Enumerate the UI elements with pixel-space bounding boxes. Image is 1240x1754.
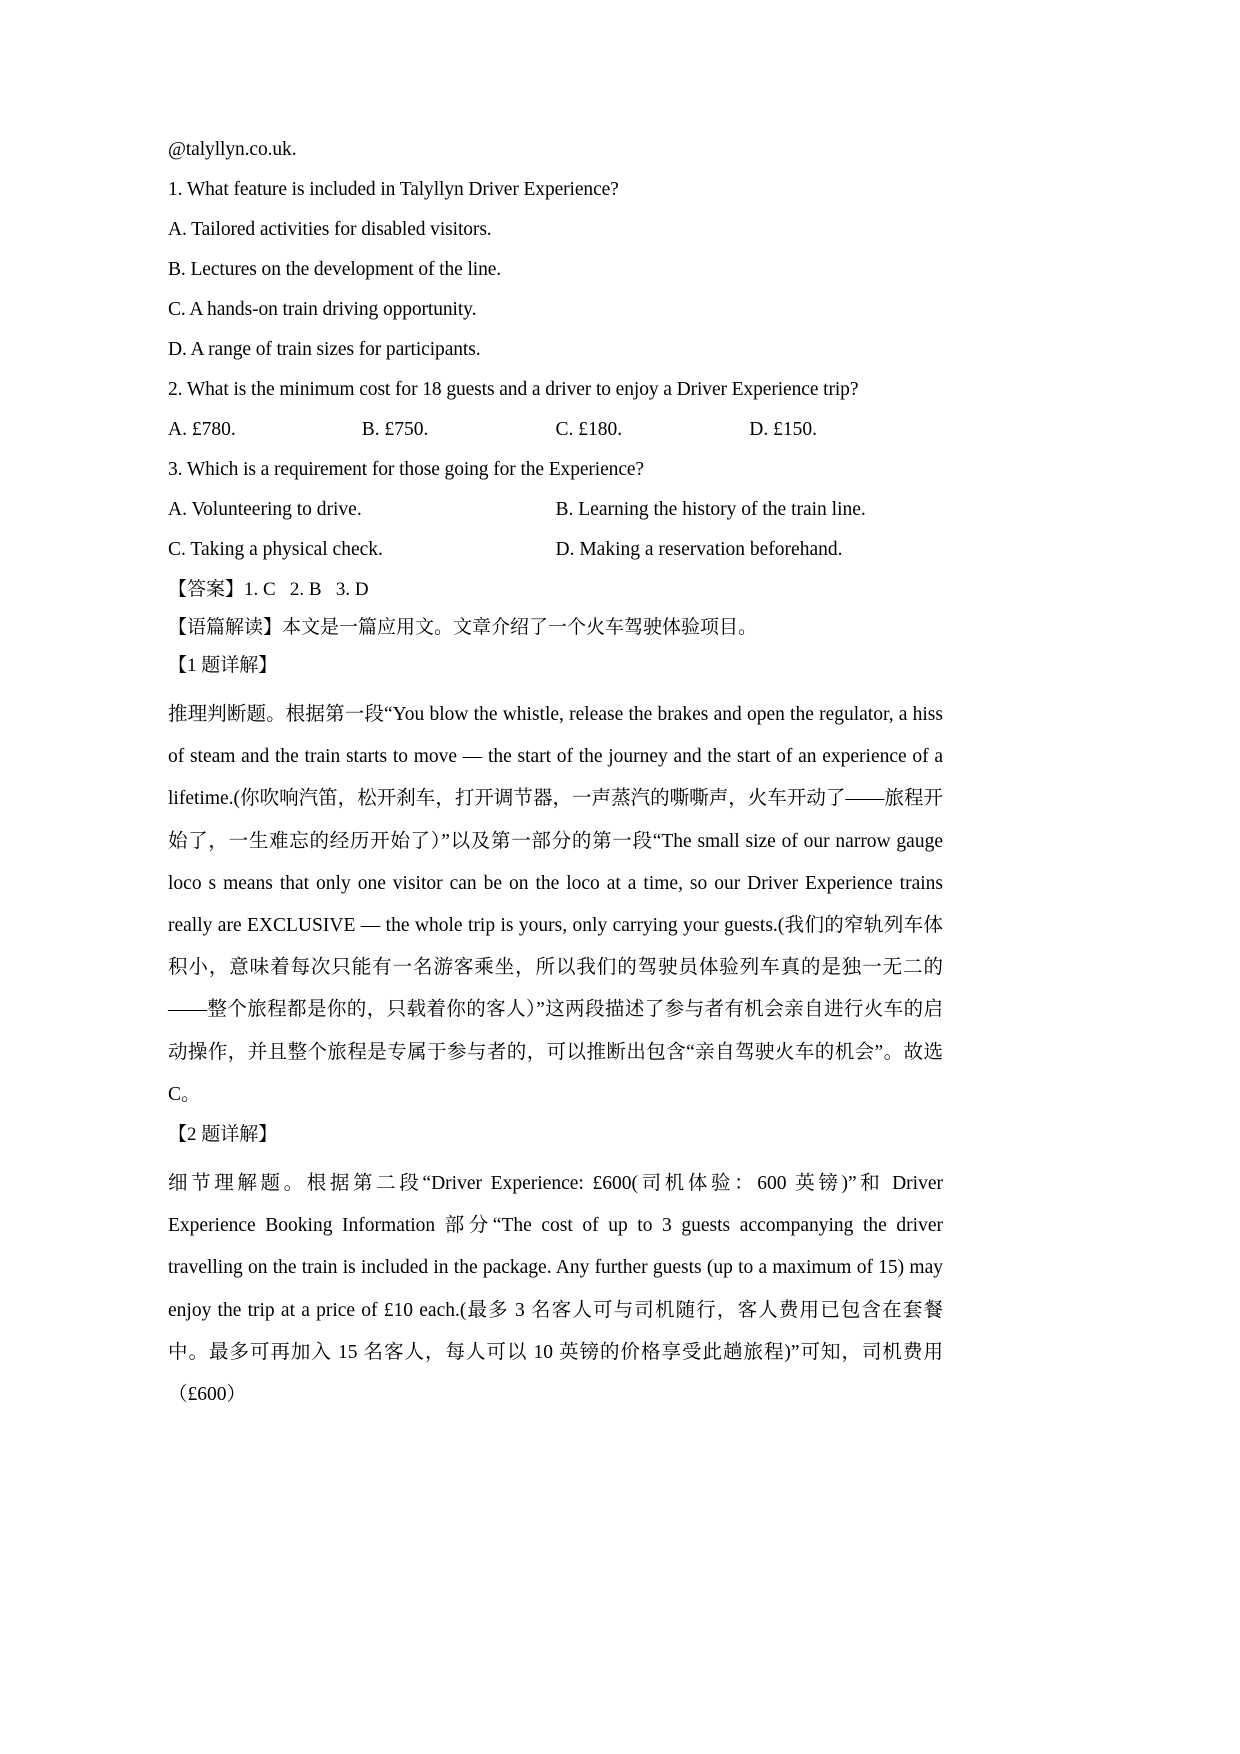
- question-3-options-row-1: [168, 500, 943, 520]
- question-2-stem: 2. What is the minimum cost for 18 guests and a driver to enjoy a Driver Experience trip?: [168, 379, 859, 400]
- email-domain-line: @talyllyn.co.uk.: [168, 139, 297, 160]
- question-3-option-a[interactable]: A. Volunteering to drive.: [168, 499, 362, 520]
- question-1-option-c[interactable]: C. A hands-on train driving opportunity.: [168, 299, 477, 320]
- answer-key-line: 【答案】1. C 2. B 3. D: [168, 579, 369, 600]
- question-1-option-b[interactable]: B. Lectures on the development of the line.: [168, 259, 502, 280]
- explanation-1-heading: 【1 题详解】: [168, 655, 278, 676]
- question-1-option-d[interactable]: D. A range of train sizes for participants.: [168, 339, 481, 360]
- question-2-option-c[interactable]: C. £180.: [555, 419, 623, 440]
- page-content: [168, 140, 943, 1416]
- question-3-option-c[interactable]: C. Taking a physical check.: [168, 539, 383, 560]
- explanation-2-heading: 【2 题详解】: [168, 1124, 278, 1146]
- question-3-option-d[interactable]: D. Making a reservation beforehand.: [555, 539, 843, 560]
- explanation-1-body: 推理判断题。根据第一段“You blow the whistle, release the brakes and open the regulator, a hiss of steam and the train starts to move — the start of the journey and the start of an experience of a lifetime.(你吹响汽笛，松开刹车，打开调节器，一声蒸汽的嘶嘶声，火车开动了——旅程开始了，一生难忘的经历开始了）”以及第一部分的第一段“The small size of our narrow gauge loco s means that only one visitor can be on the loco at a time, so our Driver Experience trains really are EXCLUSIVE — the whole trip is yours, only carrying your guests.(我们的窄轨列车体积小，意味着每次只能有一名游客乘坐，所以我们的驾驶员体验列车真的是独一无二的——整个旅程都是你的，只载着你的客人）”这两段描述了参与者有机会亲自进行火车的启动操作，并且整个旅程是专属于参与者的，可以推断出包含“亲自驾驶火车的机会”。故选 C。: [168, 704, 943, 1105]
- question-1-stem: 1. What feature is included in Talyllyn Driver Experience?: [168, 179, 619, 200]
- question-2-option-a[interactable]: A. £780.: [168, 419, 236, 440]
- question-3-stem: 3. Which is a requirement for those going for the Experience?: [168, 459, 644, 480]
- question-3-option-b[interactable]: B. Learning the history of the train line.: [555, 499, 866, 520]
- explanation-2-body: 细节理解题。根据第二段“Driver Experience: £600(司机体验：600 英镑)”和 Driver Experience Booking Information 部分“The cost of up to 3 guests accompanying the driver travelling on the train is included in the package. Any further guests (up to a maximum of 15) may enjoy the trip at a price of £10 each.(最多 3 名客人可与司机随行，客人费用已包含在套餐中。最多可再加入 15 名客人，每人可以 10 英镑的价格享受此趟旅程)”可知，司机费用（£600）: [168, 1173, 943, 1406]
- passage-brief-line: 【语篇解读】本文是一篇应用文。文章介绍了一个火车驾驶体验项目。: [168, 617, 758, 638]
- question-2-options-row: [168, 420, 943, 440]
- question-2-option-d[interactable]: D. £150.: [749, 419, 817, 440]
- spacer: [168, 1116, 943, 1125]
- question-3-options-row-2: [168, 540, 943, 560]
- question-1-option-a[interactable]: A. Tailored activities for disabled visitors.: [168, 219, 492, 240]
- question-2-option-b[interactable]: B. £750.: [361, 419, 429, 440]
